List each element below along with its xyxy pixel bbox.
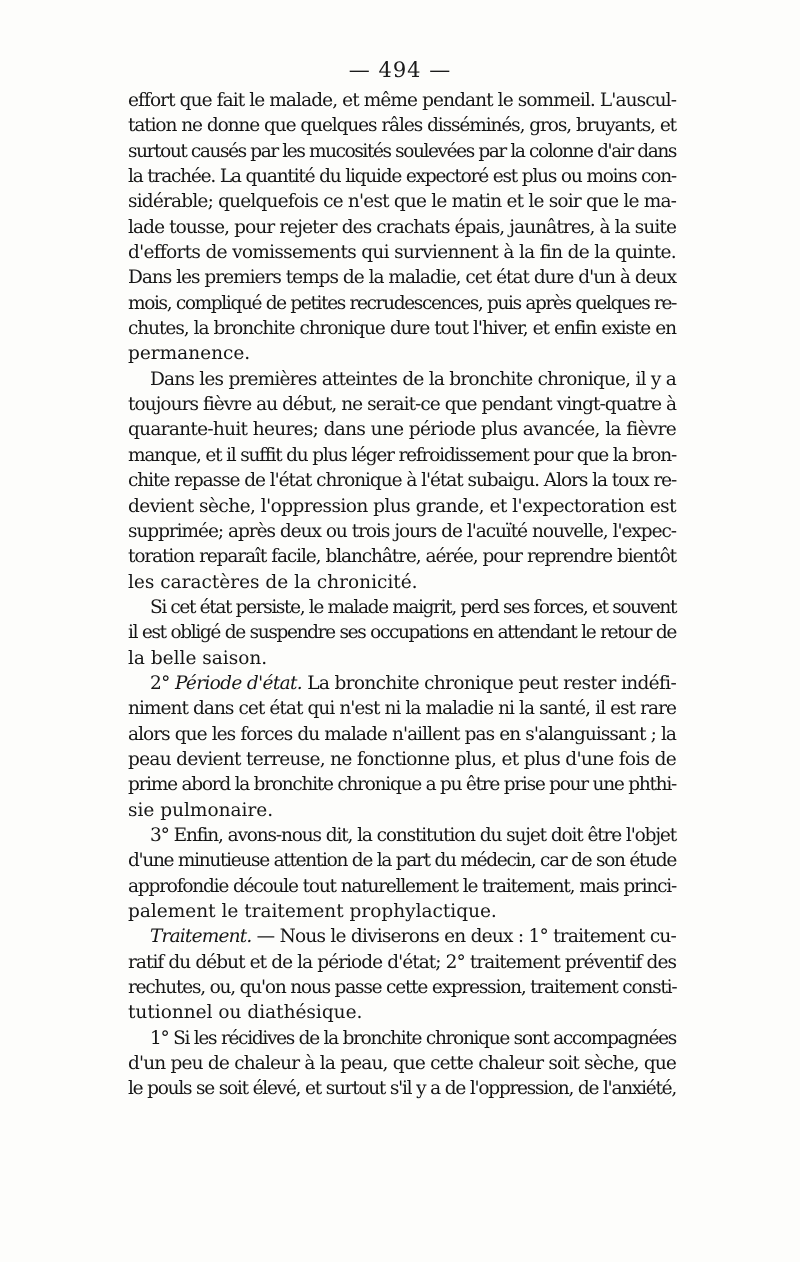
paragraph: [128, 671, 676, 823]
text-line: les caractères de la chronicité.: [128, 571, 418, 593]
text-line: tation ne donne que quelques râles disséminés, gros, bruyants, et: [128, 115, 676, 137]
text-line: prime abord la bronchite chronique a pu être prise pour une phthi-: [128, 774, 676, 796]
text-line: chutes, la bronchite chronique dure tout l'hiver, et enfin existe en: [128, 318, 676, 340]
text-run: — Nous le diviserons en deux : 1° traitement cu-: [251, 926, 676, 948]
text-line: il est obligé de suspendre ses occupations en attendant le retour de: [128, 622, 676, 644]
text-line: surtout causés par les mucosités soulevées par la colonne d'air dans: [128, 140, 676, 162]
text-line: d'un peu de chaleur à la peau, que cette chaleur soit sèche, que: [128, 1053, 676, 1075]
text-line: mois, compliqué de petites recrudescences, puis après quelques re-: [128, 292, 676, 314]
text-line: palement le traitement prophylactique.: [128, 901, 497, 922]
paragraph: [128, 1026, 676, 1102]
text-line: toration reparaît facile, blanchâtre, aérée, pour reprendre bientôt: [128, 546, 676, 568]
text-line: sie pulmonaire.: [128, 799, 274, 821]
paragraph: [128, 924, 676, 1025]
text-line: niment dans cet état qui n'est ni la maladie ni la santé, il est rare: [128, 698, 676, 720]
paragraph: [128, 595, 676, 671]
text-line: manque, et il suffit du plus léger refroidissement pour que la bron-: [128, 444, 676, 466]
text-line: la belle saison.: [128, 647, 268, 669]
text-line: 3° Enfin, avons-nous dit, la constitution du sujet doit être l'objet: [150, 824, 676, 846]
text-line: tutionnel ou diathésique.: [128, 1002, 363, 1024]
text-line: alors que les forces du malade n'aillent pas en s'alanguissant ; la: [128, 723, 676, 745]
section-heading: Traitement.: [150, 926, 252, 948]
paragraph: [128, 367, 676, 595]
body-text: [128, 88, 676, 1102]
text-line: permanence.: [128, 343, 251, 365]
text-run: La bronchite chronique peut rester indéfi-: [302, 672, 677, 694]
text-line: d'efforts de vomissements qui surviennent à la fin de la quinte.: [128, 242, 676, 264]
text-line: Dans les premiers temps de la maladie, cet état dure d'un à deux: [128, 267, 676, 289]
text-line: le pouls se soit élevé, et surtout s'il y a de l'oppression, de l'anxiété,: [128, 1078, 676, 1100]
text-line: quarante-huit heures; dans une période plus avancée, la fièvre: [128, 419, 676, 441]
paragraph: [128, 823, 676, 924]
text-line: la trachée. La quantité du liquide expectoré est plus ou moins con-: [128, 166, 676, 188]
text-line: d'une minutieuse attention de la part du médecin, car de son étude: [128, 850, 676, 872]
text-line: Dans les premières atteintes de la bronchite chronique, il y a: [150, 368, 676, 390]
text-line: approfondie découle tout naturellement le traitement, mais princi-: [128, 875, 676, 897]
text-line: effort que fait le malade, et même pendant le sommeil. L'auscul-: [128, 90, 677, 111]
text-line: devient sèche, l'oppression plus grande, et l'expectoration est: [128, 495, 676, 517]
text-line: chite repasse de l'état chronique à l'état subaigu. Alors la toux re-: [128, 470, 677, 492]
section-number: 2°: [150, 672, 175, 694]
text-line: supprimée; après deux ou trois jours de l'acuïté nouvelle, l'expec-: [128, 520, 676, 542]
paragraph: [128, 88, 676, 367]
text-line: 1° Si les récidives de la bronchite chronique sont accompagnées: [150, 1027, 676, 1049]
text-line: ratif du début et de la période d'état; 2° traitement préventif des: [128, 951, 676, 973]
text-line: peau devient terreuse, ne fonctionne plus, et plus d'une fois de: [128, 748, 676, 770]
text-line: [128, 671, 676, 696]
page-number: — 494 —: [348, 58, 452, 82]
text-line: rechutes, ou, qu'on nous passe cette expression, traitement consti-: [128, 977, 677, 999]
text-line: toujours fièvre au début, ne serait-ce que pendant vingt-quatre à: [128, 394, 677, 416]
text-line: Si cet état persiste, le malade maigrit, perd ses forces, et souvent: [150, 596, 677, 618]
text-line: lade tousse, pour rejeter des crachats épais, jaunâtres, à la suite: [128, 216, 676, 238]
text-line: sidérable; quelquefois ce n'est que le matin et le soir que le ma-: [128, 191, 677, 213]
section-heading: Période d'état.: [174, 672, 302, 694]
text-line: [128, 924, 676, 949]
